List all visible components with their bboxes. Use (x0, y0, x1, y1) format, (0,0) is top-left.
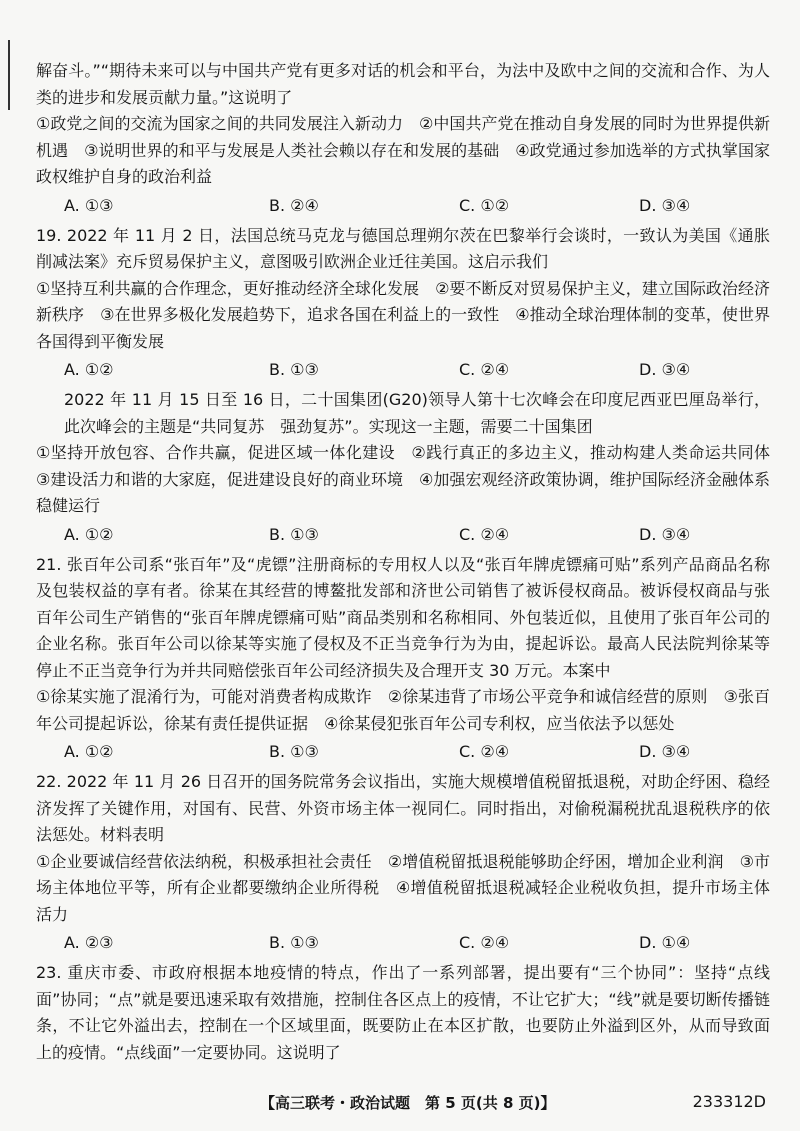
option-d[interactable]: D. ③④ (639, 524, 691, 544)
question-19-stem: 19. 2022 年 11 月 2 日，法国总统马克龙与德国总理朔尔茨在巴黎举行会谈时，一致认为美国《通胀削减法案》充斥贸易保护主义，意图吸引欧洲企业迁往美国。这启示我们 (36, 225, 770, 271)
question-18-options (36, 191, 770, 221)
option-c[interactable]: C. ①② (459, 195, 510, 215)
question-19-statements: ①坚持互利共赢的合作理念，更好推动经济全球化发展 ②要不断反对贸易保护主义，建立国际政治经济新秩序 ③在世界多极化发展趋势下，追求各国在利益上的一致性 ④推动全球治理体制的变革，使世界各国得到平衡发展 (36, 278, 770, 351)
question-20 (36, 387, 787, 550)
option-a[interactable]: A. ②③ (64, 933, 114, 952)
question-18-stem-tail: 解奋斗。”“期待未来可以与中国共产党有更多对话的机会和平台，为法中及欧中之间的交流和合作、为人类的进步和发展贡献力量。”这说明了 (36, 61, 770, 107)
question-21 (36, 552, 770, 768)
option-c[interactable]: C. ②④ (459, 524, 510, 544)
question-19 (36, 223, 770, 386)
option-a[interactable]: A. ①② (64, 742, 114, 761)
option-d[interactable]: D. ③④ (639, 360, 691, 379)
question-20-options (36, 520, 770, 550)
page-footer (0, 1092, 800, 1116)
question-22-options (36, 928, 770, 958)
question-21-options (36, 737, 770, 767)
option-a[interactable]: A. ①② (64, 524, 114, 544)
question-20-stem: 2022 年 11 月 15 日至 16 日，二十国集团(G20)领导人第十七次峰会在印度尼西亚巴厘岛举行，此次峰会的主题是“共同复苏 强劲复苏”。实现这一主题，需要二十国集团 (64, 390, 770, 436)
footer-exam-code: 233312D (692, 1092, 766, 1111)
option-a[interactable]: A. ①② (64, 360, 114, 379)
option-c[interactable]: C. ②④ (459, 742, 510, 761)
option-b[interactable]: B. ②④ (269, 195, 319, 215)
question-21-stem: 21. 张百年公司系“张百年”及“虎镖”注册商标的专用权人以及“张百年牌虎镖痛可贴”系列产品商品名称及包装权益的享有者。徐某在其经营的博鳌批发部和济世公司销售了被诉侵权商品。被诉侵权商品与张百年公司生产销售的“张百年牌虎镖痛可贴”商品类别和名称相同、外包装近似，且使用了张百年公司的企业名称。张百年公司以徐某等实施了侵权及不正当竞争行为为由，提起诉讼。最高人民法院判徐某等停止不正当竞争行为并共同赔偿张百年公司经济损失及合理开支 30 万元。本案中 (36, 554, 770, 680)
question-23 (36, 960, 770, 1066)
page-content (36, 58, 787, 1066)
question-20-statements: ①坚持开放包容、合作共赢，促进区域一体化建设 ②践行真正的多边主义，推动构建人类命运共同体 ③建设活力和谐的大家庭，促进建设良好的商业环境 ④加强宏观经济政策协调，维护国际经济金融体系稳健运行 (36, 443, 787, 515)
option-d[interactable]: D. ③④ (639, 742, 691, 761)
question-23-stem: 23. 重庆市委、市政府根据本地疫情的特点，作出了一系列部署，提出要有“三个协同”：坚持“点线面”协同；“点”就是要迅速采取有效措施，控制住各区点上的疫情，不让它扩大；“线”就是要切断传播链条，不让它外溢出去，控制在一个区域里面，既要防止在本区扩散，也要防止外溢到区外，从而导致面上的疫情。“点线面”一定要协同。这说明了 (36, 963, 770, 1062)
question-18-tail (36, 58, 770, 221)
question-18-statements: ①政党之间的交流为国家之间的共同发展注入新动力 ②中国共产党在推动自身发展的同时为世界提供新机遇 ③说明世界的和平与发展是人类社会赖以存在和发展的基础 ④政党通过参加选举的方式执掌国家政权维护自身的政治利益 (36, 114, 770, 186)
option-b[interactable]: B. ①③ (269, 933, 319, 952)
binding-margin-line (8, 40, 10, 110)
option-d[interactable]: D. ①④ (639, 933, 691, 952)
question-22-statements: ①企业要诚信经营依法纳税，积极承担社会责任 ②增值税留抵退税能够助企纾困，增加企业利润 ③市场主体地位平等，所有企业都要缴纳企业所得税 ④增值税留抵退税减轻企业税收负担，提升市场主体活力 (36, 851, 770, 924)
option-d[interactable]: D. ③④ (639, 195, 691, 215)
option-a[interactable]: A. ①③ (64, 195, 114, 215)
footer-page-info: 【高三联考・政治试题 第 5 页(共 8 页)】 (260, 1094, 556, 1112)
question-22 (36, 769, 770, 958)
option-c[interactable]: C. ②④ (459, 933, 510, 952)
question-19-options (36, 355, 770, 385)
question-22-stem: 22. 2022 年 11 月 26 日召开的国务院常务会议指出，实施大规模增值税留抵退税，对助企纾困、稳经济发挥了关键作用，对国有、民营、外资市场主体一视同仁。同时指出，对偷税漏税扰乱退税秩序的依法惩处。材料表明 (36, 772, 770, 844)
option-b[interactable]: B. ①③ (269, 524, 319, 544)
option-c[interactable]: C. ②④ (459, 360, 510, 379)
option-b[interactable]: B. ①③ (269, 742, 319, 761)
question-21-statements: ①徐某实施了混淆行为，可能对消费者构成欺诈 ②徐某违背了市场公平竞争和诚信经营的原则 ③张百年公司提起诉讼，徐某有责任提供证据 ④徐某侵犯张百年公司专利权，应当依法予以惩处 (36, 687, 770, 733)
option-b[interactable]: B. ①③ (269, 360, 319, 379)
